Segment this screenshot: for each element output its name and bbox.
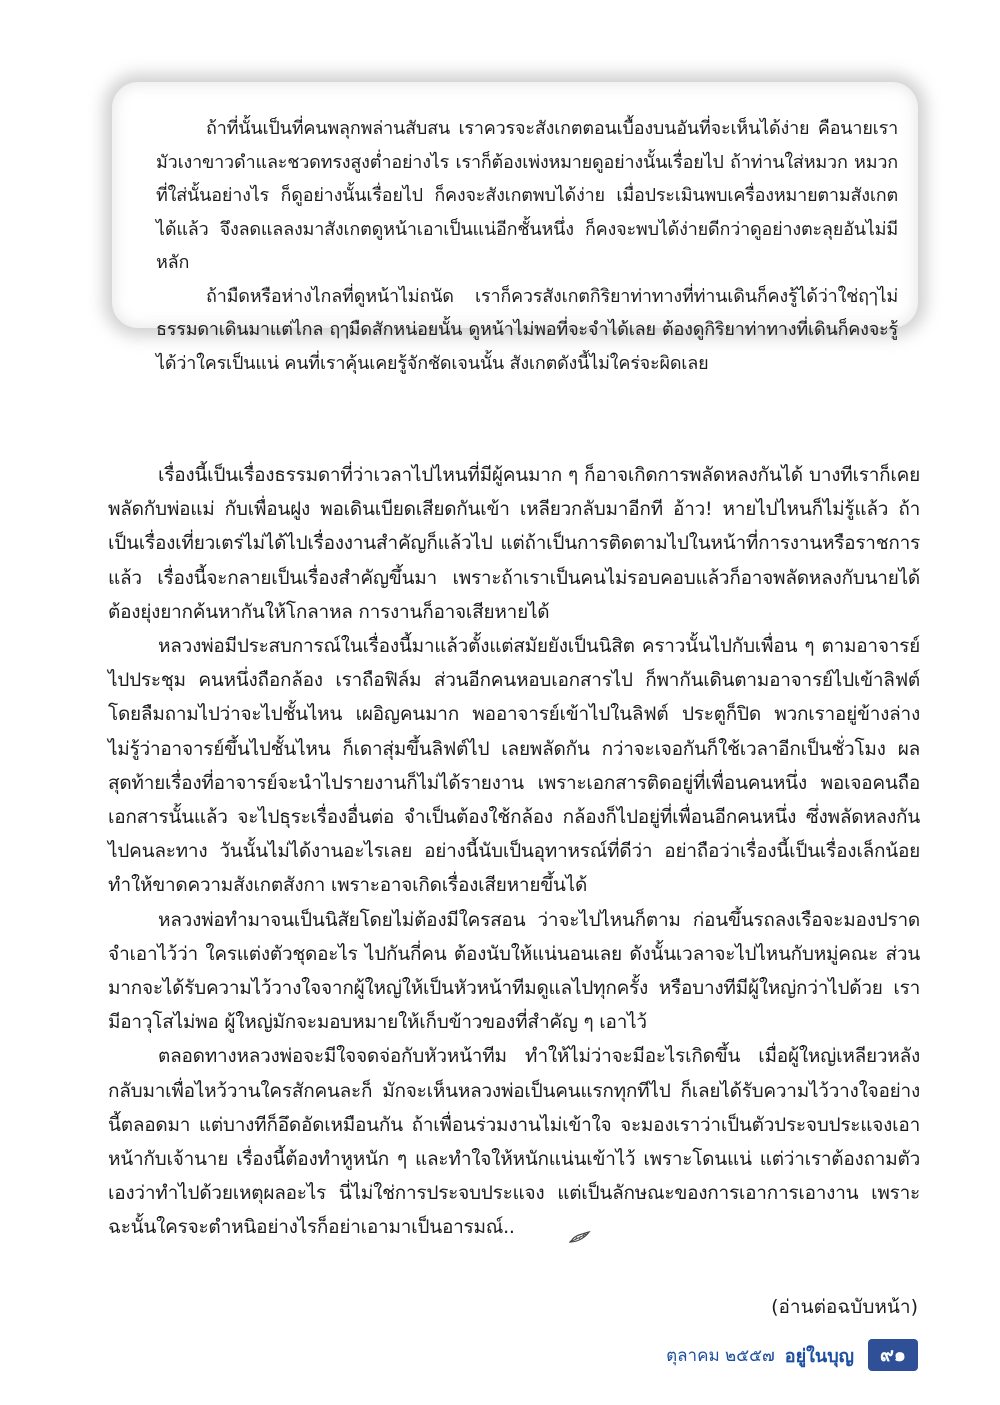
leaf-icon [519,1221,541,1235]
page-number: ๙๑ [868,1339,918,1371]
body-paragraph: หลวงพ่อมีประสบการณ์ในเรื่องนี้มาแล้วตั้งแต่สมัยยังเป็นนิสิต คราวนั้นไปกับเพื่อน ๆ ตามอาจารย์ไปประชุม คนหนึ่งถือกล้อง เราถือฟิล์ม ส่วนอีกคนหอบเอกสารไป ก็พากันเดินตามอาจารย์ไปเข้าลิฟต์ โดยลืมถามไปว่าจะไปชั้นไหน เผอิญคนมาก พออาจารย์เข้าไปในลิฟต์ ประตูก็ปิด พวกเราอยู่ข้างล่าง ไม่รู้ว่าอาจารย์ขึ้นไปชั้นไหน ก็เดาสุ่มขึ้นลิฟต์ไป เลยพลัดกัน กว่าจะเจอกันก็ใช้เวลาอีกเป็นชั่วโมง ผลสุดท้ายเรื่องที่อาจารย์จะนำไปรายงานก็ไม่ได้รายงาน เพราะเอกสารติดอยู่ที่เพื่อนคนหนึ่ง พอเจอคนถือเอกสารนั้นแล้ว จะไปธุระเรื่องอื่นต่อ จำเป็นต้องใช้กล้อง กล้องก็ไปอยู่ที่เพื่อนอีกคนหนึ่ง ซึ่งพลัดหลงกันไปคนละทาง วันนั้นไม่ได้งานอะไรเลย อย่างนี้นับเป็นอุทาหรณ์ที่ดีว่า อย่าถือว่าเรื่องนี้เป็นเรื่องเล็กน้อย ทำให้ขาดความสังเกตสังกา เพราะอาจเกิดเรื่องเสียหายขึ้นได้ [108,635,920,897]
footer-magazine-title: อยู่ในบุญ [784,1345,854,1367]
page-footer [666,1337,918,1373]
body-paragraph: หลวงพ่อทำมาจนเป็นนิสัยโดยไม่ต้องมีใครสอน ว่าจะไปไหนก็ตาม ก่อนขึ้นรถลงเรือจะมองปราด จำเอาไว้ว่า ใครแต่งตัวชุดอะไร ไปกันกี่คน ต้องนับให้แน่นอนเลย ดังนั้นเวลาจะไปไหนกับหมู่คณะ ส่วนมากจะได้รับความไว้วางใจจากผู้ใหญ่ให้เป็นหัวหน้าทีมดูแลไปทุกครั้ง หรือบางทีมีผู้ใหญ่กว่าไปด้วย เรามีอาวุโสไม่พอ ผู้ใหญ่มักจะมอบหมายให้เก็บข้าวของที่สำคัญ ๆ เอาไว้ [108,908,920,1034]
body-paragraph-text: ตลอดทางหลวงพ่อจะมีใจจดจ่อกับหัวหน้าทีม ทำให้ไม่ว่าจะมีอะไรเกิดขึ้น เมื่อผู้ใหญ่เหลียวหลังกลับมาเพื่อไหว้วานใครสักคนละก็ มักจะเห็นหลวงพ่อเป็นคนแรกทุกทีไป ก็เลยได้รับความไว้วางใจอย่างนี้ตลอดมา แต่บางทีก็อึดอัดเหมือนกัน ถ้าเพื่อนร่วมงานไม่เข้าใจ จะมองเราว่าเป็นตัวประจบประแจงเอาหน้ากับเจ้านาย เรื่องนี้ต้องทำหูหนัก ๆ และทำใจให้หนักแน่นเข้าไว้ เพราะโดนแน่ แต่ว่าเราต้องถามตัวเองว่าทำไปด้วยเหตุผลอะไร นี่ไม่ใช่การประจบประแจง แต่เป็นลักษณะของการเอาการเอางาน เพราะฉะนั้นใครจะตำหนิอย่างไรก็อย่าเอามาเป็นอารมณ์.. [108,1045,920,1239]
continued-note: (อ่านต่อฉบับหน้า) [771,1296,918,1318]
quote-paragraph: ถ้าที่นั้นเป็นที่คนพลุกพล่านสับสน เราควรจะสังเกตตอนเบื้องบนอันที่จะเห็นได้ง่าย คือนายเรามัวเงาขาวดำและชวดทรงสูงต่ำอย่างไร เราก็ต้องเพ่งหมายดูอย่างนั้นเรื่อยไป ถ้าท่านใส่หมวก หมวกที่ใส่นั้นอย่างไร ก็ดูอย่างนั้นเรื่อยไป ก็คงจะสังเกตพบได้ง่าย เมื่อประเมินพบเครื่องหมายตามสังเกตได้แล้ว จึงลดแลลงมาสังเกตดูหน้าเอาเป็นแน่อีกชั้นหนึ่ง ก็คงจะพบได้ง่ายดีกว่าดูอย่างตะลุยอันไม่มีหลัก [156,118,898,273]
quote-paragraph: ถ้ามืดหรือห่างไกลที่ดูหน้าไม่ถนัด เราก็ควรสังเกตกิริยาท่าทางที่ท่านเดินก็คงรู้ได้ว่าใช่ฤๅไม่ ธรรมดาเดินมาแต่ไกล ฤๅมืดสักหน่อยนั้น ดูหน้าไม่พอที่จะจำได้เลย ต้องดูกิริยาท่าทางที่เดินก็คงจะรู้ได้ว่าใครเป็นแน่ คนที่เราคุ้นเคยรู้จักชัดเจนนั้น สังเกตดังนี้ไม่ใคร่จะผิดเลย [156,285,898,374]
article-body [108,458,920,1245]
footer-date: ตุลาคม ๒๕๕๗ [666,1345,775,1366]
body-paragraph-last [108,1039,920,1244]
body-paragraph: เรื่องนี้เป็นเรื่องธรรมดาที่ว่าเวลาไปไหนที่มีผู้คนมาก ๆ ก็อาจเกิดการพลัดหลงกันได้ บางทีเราก็เคยพลัดกับพ่อแม่ กับเพื่อนฝูง พอเดินเบียดเสียดกันเข้า เหลียวกลับมาอีกที อ้าว! หายไปไหนก็ไม่รู้แล้ว ถ้าเป็นเรื่องเที่ยวเตร่ไม่ได้ไปเรื่องงานสำคัญก็แล้วไป แต่ถ้าเป็นการติดตามไปในหน้าที่การงานหรือราชการแล้ว เรื่องนี้จะกลายเป็นเรื่องสำคัญขึ้นมา เพราะถ้าเราเป็นคนไม่รอบคอบแล้วก็อาจพลัดหลงกับนายได้ ต้องยุ่งยากค้นหากันให้โกลาหล การงานก็อาจเสียหายได้ [108,464,920,623]
quote-box [112,82,918,374]
